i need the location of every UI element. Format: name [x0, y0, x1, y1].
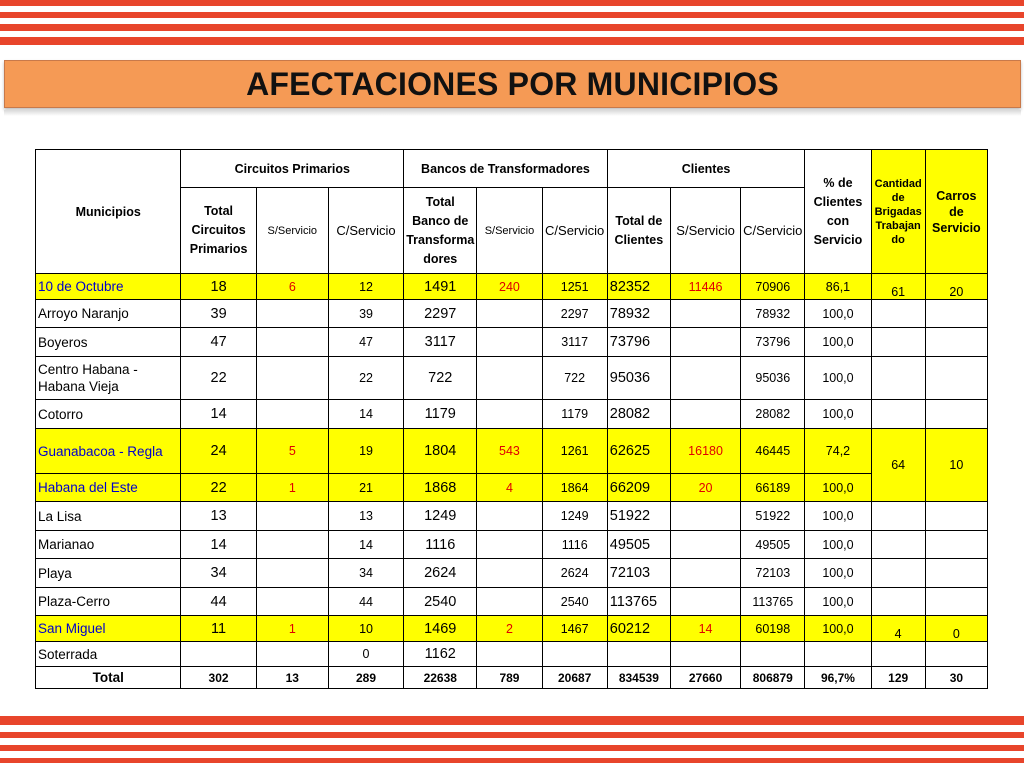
cell-total-banco: 1249: [404, 502, 477, 531]
cell-cli-s: 20: [670, 474, 740, 502]
col-total-circuitos: Total Circuitos Primarios: [181, 188, 256, 274]
cell-total-circuitos: [181, 642, 256, 667]
table-row: [36, 400, 988, 429]
cell-circ-s: 13: [256, 667, 328, 689]
cell-brigadas: [871, 300, 925, 328]
cell-carros: [925, 642, 987, 667]
cell-total-banco: 1116: [404, 531, 477, 559]
cell-circ-s: [256, 400, 328, 429]
cell-cli-c: 51922: [741, 502, 805, 531]
table-row: [36, 616, 988, 642]
total-row: [36, 667, 988, 689]
col-total-banco: Total Banco de Transforma dores: [404, 188, 477, 274]
cell-cli-c: 49505: [741, 531, 805, 559]
cell-banco-s: [477, 400, 542, 429]
cell-carros: 30: [925, 667, 987, 689]
cell-name: La Lisa: [36, 502, 181, 531]
table-row: [36, 300, 988, 328]
cell-name: Habana del Este: [36, 474, 181, 502]
cell-carros: [925, 400, 987, 429]
table-row: [36, 502, 988, 531]
cell-circ-s: [256, 502, 328, 531]
cell-cli-c: 73796: [741, 328, 805, 357]
cell-cli-c: 113765: [741, 588, 805, 616]
cell-carros: [925, 531, 987, 559]
top-stripe-3: [0, 24, 1024, 31]
cell-total-circuitos: 34: [181, 559, 256, 588]
cell-pct: 96,7%: [805, 667, 871, 689]
cell-cli-c: 72103: [741, 559, 805, 588]
bottom-stripe-1: [0, 716, 1024, 725]
cell-banco-s: [477, 502, 542, 531]
cell-carros: 0: [925, 616, 987, 642]
cell-total-banco: 2540: [404, 588, 477, 616]
cell-brigadas: [871, 642, 925, 667]
cell-carros: [925, 588, 987, 616]
cell-banco-s: 543: [477, 429, 542, 474]
cell-total-circuitos: 47: [181, 328, 256, 357]
cell-circ-c: 34: [328, 559, 403, 588]
cell-brigadas: 4: [871, 616, 925, 642]
cell-name: Soterrada: [36, 642, 181, 667]
table-row: [36, 588, 988, 616]
cell-circ-c: 44: [328, 588, 403, 616]
cell-banco-c: 1249: [542, 502, 607, 531]
col-circ-c: C/Servicio: [328, 188, 403, 274]
cell-cli-s: 11446: [670, 274, 740, 300]
cell-cli-c: 28082: [741, 400, 805, 429]
cell-total-banco: 2297: [404, 300, 477, 328]
cell-banco-c: 1864: [542, 474, 607, 502]
cell-banco-s: [477, 357, 542, 400]
cell-total-clientes: 28082: [607, 400, 670, 429]
cell-brigadas: [871, 502, 925, 531]
cell-cli-s: [670, 531, 740, 559]
cell-banco-s: 2: [477, 616, 542, 642]
cell-banco-s: 789: [477, 667, 542, 689]
cell-total-label: Total: [36, 667, 181, 689]
cell-banco-c: 1179: [542, 400, 607, 429]
table-row: [36, 531, 988, 559]
cell-total-circuitos: 24: [181, 429, 256, 474]
col-banco-c: C/Servicio: [542, 188, 607, 274]
cell-total-circuitos: 22: [181, 474, 256, 502]
header-row-1: [36, 150, 988, 188]
cell-banco-s: [477, 588, 542, 616]
cell-circ-s: [256, 531, 328, 559]
page-title: AFECTACIONES POR MUNICIPIOS: [246, 65, 779, 102]
cell-cli-c: [741, 642, 805, 667]
cell-total-clientes: [607, 642, 670, 667]
table-row: [36, 274, 988, 300]
cell-brigadas: 61: [871, 274, 925, 300]
col-carros: Carros de Servicio: [925, 150, 987, 274]
cell-name: 10 de Octubre: [36, 274, 181, 300]
cell-cli-c: 60198: [741, 616, 805, 642]
cell-banco-c: 1116: [542, 531, 607, 559]
cell-banco-c: 722: [542, 357, 607, 400]
cell-pct: 100,0: [805, 559, 871, 588]
cell-pct: 100,0: [805, 588, 871, 616]
cell-brigadas: [871, 588, 925, 616]
cell-cli-c: 95036: [741, 357, 805, 400]
cell-circ-c: 13: [328, 502, 403, 531]
col-pct: % de Clientes con Servicio: [805, 150, 871, 274]
cell-total-clientes: 73796: [607, 328, 670, 357]
cell-pct: 100,0: [805, 300, 871, 328]
cell-cli-s: [670, 300, 740, 328]
cell-circ-s: [256, 588, 328, 616]
cell-name: San Miguel: [36, 616, 181, 642]
table-row: [36, 559, 988, 588]
cell-cli-s: [670, 400, 740, 429]
cell-cli-s: [670, 588, 740, 616]
group-bancos: Bancos de Transformadores: [404, 150, 608, 188]
col-municipios: Municipios: [36, 150, 181, 274]
cell-pct: 100,0: [805, 531, 871, 559]
cell-brigadas: [871, 400, 925, 429]
group-clientes: Clientes: [607, 150, 805, 188]
top-stripe-4: [0, 37, 1024, 45]
col-brigadas: Cantidad de Brigadas Trabajan do: [871, 150, 925, 274]
cell-cli-c: 78932: [741, 300, 805, 328]
cell-name: Marianao: [36, 531, 181, 559]
cell-name: Plaza-Cerro: [36, 588, 181, 616]
cell-cli-s: 16180: [670, 429, 740, 474]
cell-circ-c: 0: [328, 642, 403, 667]
col-circ-s: S/Servicio: [256, 188, 328, 274]
cell-brigadas: [871, 357, 925, 400]
col-cli-c: C/Servicio: [741, 188, 805, 274]
cell-banco-s: [477, 642, 542, 667]
cell-cli-s: [670, 502, 740, 531]
cell-total-clientes: 66209: [607, 474, 670, 502]
top-stripe-1: [0, 0, 1024, 6]
cell-total-clientes: 95036: [607, 357, 670, 400]
cell-banco-s: [477, 300, 542, 328]
bottom-stripe-3: [0, 745, 1024, 751]
cell-circ-s: [256, 357, 328, 400]
cell-total-circuitos: 13: [181, 502, 256, 531]
col-total-clientes: Total de Clientes: [607, 188, 670, 274]
table-row: [36, 328, 988, 357]
cell-cli-c: 70906: [741, 274, 805, 300]
cell-name: Centro Habana - Habana Vieja: [36, 357, 181, 400]
cell-total-banco: 2624: [404, 559, 477, 588]
cell-circ-c: 21: [328, 474, 403, 502]
cell-banco-s: 4: [477, 474, 542, 502]
cell-total-clientes: 60212: [607, 616, 670, 642]
table-row: [36, 642, 988, 667]
cell-pct: 86,1: [805, 274, 871, 300]
col-cli-s: S/Servicio: [670, 188, 740, 274]
cell-name: Guanabacoa - Regla: [36, 429, 181, 474]
cell-circ-s: 6: [256, 274, 328, 300]
cell-total-circuitos: 22: [181, 357, 256, 400]
cell-pct: 100,0: [805, 328, 871, 357]
cell-pct: 100,0: [805, 400, 871, 429]
cell-total-clientes: 51922: [607, 502, 670, 531]
cell-pct: 100,0: [805, 474, 871, 502]
group-circuitos: Circuitos Primarios: [181, 150, 404, 188]
cell-total-clientes: 113765: [607, 588, 670, 616]
cell-cli-c: 66189: [741, 474, 805, 502]
cell-cli-s: [670, 357, 740, 400]
cell-name: Playa: [36, 559, 181, 588]
cell-brigadas: 64: [871, 429, 925, 502]
cell-circ-s: 5: [256, 429, 328, 474]
cell-pct: 100,0: [805, 502, 871, 531]
cell-total-circuitos: 14: [181, 400, 256, 429]
cell-banco-c: 2624: [542, 559, 607, 588]
cell-banco-c: 1251: [542, 274, 607, 300]
cell-carros: [925, 357, 987, 400]
cell-total-clientes: 49505: [607, 531, 670, 559]
cell-banco-c: 2297: [542, 300, 607, 328]
cell-circ-s: [256, 642, 328, 667]
cell-banco-s: [477, 559, 542, 588]
cell-carros: [925, 328, 987, 357]
cell-total-circuitos: 11: [181, 616, 256, 642]
cell-pct: 74,2: [805, 429, 871, 474]
cell-circ-s: [256, 300, 328, 328]
title-shadow: [4, 110, 1021, 116]
cell-carros: 20: [925, 274, 987, 300]
cell-banco-s: 240: [477, 274, 542, 300]
cell-total-banco: 3117: [404, 328, 477, 357]
title-banner: [4, 60, 1021, 108]
cell-circ-s: [256, 328, 328, 357]
cell-total-banco: 1179: [404, 400, 477, 429]
cell-cli-s: 14: [670, 616, 740, 642]
cell-total-clientes: 834539: [607, 667, 670, 689]
cell-brigadas: 129: [871, 667, 925, 689]
cell-cli-s: 27660: [670, 667, 740, 689]
cell-circ-c: 47: [328, 328, 403, 357]
municipios-table: [35, 149, 988, 689]
cell-banco-c: 1467: [542, 616, 607, 642]
cell-total-clientes: 78932: [607, 300, 670, 328]
cell-cli-s: [670, 642, 740, 667]
cell-carros: [925, 300, 987, 328]
cell-cli-s: [670, 328, 740, 357]
cell-total-circuitos: 302: [181, 667, 256, 689]
cell-circ-c: 289: [328, 667, 403, 689]
bottom-stripe-2: [0, 732, 1024, 738]
cell-total-circuitos: 18: [181, 274, 256, 300]
cell-total-banco: 722: [404, 357, 477, 400]
cell-banco-s: [477, 531, 542, 559]
cell-banco-c: 1261: [542, 429, 607, 474]
cell-circ-s: 1: [256, 474, 328, 502]
cell-circ-s: 1: [256, 616, 328, 642]
cell-circ-c: 39: [328, 300, 403, 328]
cell-total-clientes: 72103: [607, 559, 670, 588]
cell-banco-s: [477, 328, 542, 357]
cell-banco-c: 2540: [542, 588, 607, 616]
cell-total-banco: 1868: [404, 474, 477, 502]
cell-total-banco: 22638: [404, 667, 477, 689]
cell-total-circuitos: 39: [181, 300, 256, 328]
cell-banco-c: 3117: [542, 328, 607, 357]
table-row: [36, 474, 988, 502]
cell-name: Arroyo Naranjo: [36, 300, 181, 328]
cell-cli-c: 806879: [741, 667, 805, 689]
cell-circ-c: 22: [328, 357, 403, 400]
cell-brigadas: [871, 559, 925, 588]
cell-circ-c: 14: [328, 531, 403, 559]
cell-total-clientes: 82352: [607, 274, 670, 300]
table-row: [36, 429, 988, 474]
cell-circ-s: [256, 559, 328, 588]
cell-total-clientes: 62625: [607, 429, 670, 474]
cell-cli-s: [670, 559, 740, 588]
bottom-stripe-4: [0, 758, 1024, 763]
cell-pct: 100,0: [805, 616, 871, 642]
cell-total-banco: 1804: [404, 429, 477, 474]
cell-total-banco: 1162: [404, 642, 477, 667]
cell-carros: 10: [925, 429, 987, 502]
cell-pct: 100,0: [805, 357, 871, 400]
cell-brigadas: [871, 531, 925, 559]
cell-name: Cotorro: [36, 400, 181, 429]
cell-cli-c: 46445: [741, 429, 805, 474]
cell-carros: [925, 559, 987, 588]
col-banco-s: S/Servicio: [477, 188, 542, 274]
cell-total-circuitos: 14: [181, 531, 256, 559]
cell-banco-c: [542, 642, 607, 667]
cell-banco-c: 20687: [542, 667, 607, 689]
cell-circ-c: 19: [328, 429, 403, 474]
cell-circ-c: 12: [328, 274, 403, 300]
top-stripe-2: [0, 12, 1024, 18]
cell-total-banco: 1491: [404, 274, 477, 300]
cell-name: Boyeros: [36, 328, 181, 357]
cell-total-circuitos: 44: [181, 588, 256, 616]
cell-brigadas: [871, 328, 925, 357]
cell-circ-c: 10: [328, 616, 403, 642]
cell-carros: [925, 502, 987, 531]
cell-circ-c: 14: [328, 400, 403, 429]
table-row: [36, 357, 988, 400]
cell-total-banco: 1469: [404, 616, 477, 642]
cell-pct: [805, 642, 871, 667]
